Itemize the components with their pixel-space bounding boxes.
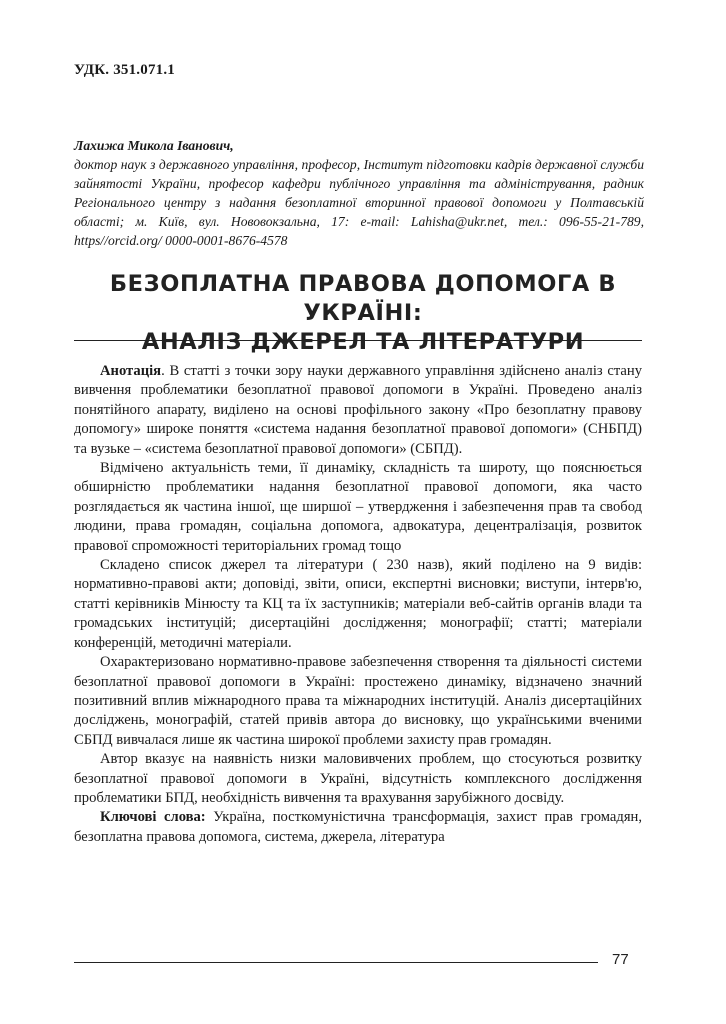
title-line-2: АНАЛІЗ ДЖЕРЕЛ ТА ЛІТЕРАТУРИ bbox=[141, 329, 585, 355]
abstract-paragraph: Автор вказує на наявність низки маловивчених проблем, що стосуються розвитку безоплатної правової допомоги в Україні, відсутність комплексного дослідження проблематики БПД, необхідність вивчення та врахування зарубіжного досвіду. bbox=[74, 751, 642, 806]
abstract-paragraph bbox=[74, 362, 642, 459]
page-number: 77 bbox=[612, 951, 629, 968]
author-name: Лахижа Микола Іванович, bbox=[74, 138, 234, 153]
article-title bbox=[60, 270, 666, 357]
keywords-label: Ключові слова: bbox=[100, 809, 206, 826]
udc-code: УДК. 351.071.1 bbox=[74, 62, 175, 78]
abstract-paragraph: Охарактеризовано нормативно-правове забезпечення створення та діяльності системи безоплатної правової допомоги в Україні: простежено динаміку, відзначено значний позитивний вплив міжнародного права та міжнародних інституцій. Аналіз дисертаційних досліджень, монографій, статей привів автора до висновку, що українськими вченими СБПД вивчалася лише як частина широкої проблеми захисту прав громадян. bbox=[74, 654, 642, 748]
title-divider bbox=[74, 340, 642, 341]
abstract-label: Анотація bbox=[100, 363, 162, 379]
keywords-text: Україна, посткомуністична трансформація, захист прав громадян, безоплатна правова допомога, система, джерела, література bbox=[74, 809, 642, 845]
author-block bbox=[74, 136, 644, 250]
abstract bbox=[74, 362, 642, 847]
abstract-paragraph: Складено список джерел та літератури ( 230 назв), який поділено на 9 видів: нормативно-правові акти; доповіді, звіти, описи, експертні висновки; виступи, інтерв'ю, статті керівників Мінюсту та КЦ та їх заступників; матеріали веб-сайтів органів влади та громадських інституцій; дисертаційні дослідження; монографії; статті; матеріали конференцій, методичні матеріали. bbox=[74, 557, 642, 651]
abstract-text: . В статті з точки зору науки державного управління здійснено аналіз стану вивчення проблематики безоплатної правової допомоги в Україні. Проведено аналіз понятійного апарату, виділено на основі профільного закону «Про безоплатну правову допомогу» широке поняття «система надання безоплатної правової допомоги» (СНБПД) та вузьке – «система безоплатної правової допомоги» (СБПД). bbox=[74, 363, 642, 457]
abstract-paragraph: Відмічено актуальність теми, її динаміку, складність та широту, що пояснюється обширністю проблематики надання безоплатної правової допомоги, яка часто розглядається як частина іншої, ще ширшої – утвердження і забезпечення прав та свобод людини, права громадян, соціальна допомога, адвокатура, децентралізація, розвиток правової спроможності територіальних громад тощо bbox=[74, 460, 642, 554]
author-details: доктор наук з державного управління, професор, Інститут підготовки кадрів державної служби зайнятості України, професор кафедри публічного управління та адміністрування, радник Регіонального центру з надання безоплатної вторинної правової допомоги у Полтавській області; м. Київ, вул. Нововокзальна, 17: e-mail: Lahisha@ukr.net, тел.: 096-55-21-789, https//orcid.org/ 0000-0001-8676-4578 bbox=[74, 157, 644, 248]
title-line-1: БЕЗОПЛАТНА ПРАВОВА ДОПОМОГА В УКРАЇНІ: bbox=[109, 271, 617, 326]
keywords-paragraph bbox=[74, 808, 642, 847]
footer-rule bbox=[74, 962, 598, 963]
